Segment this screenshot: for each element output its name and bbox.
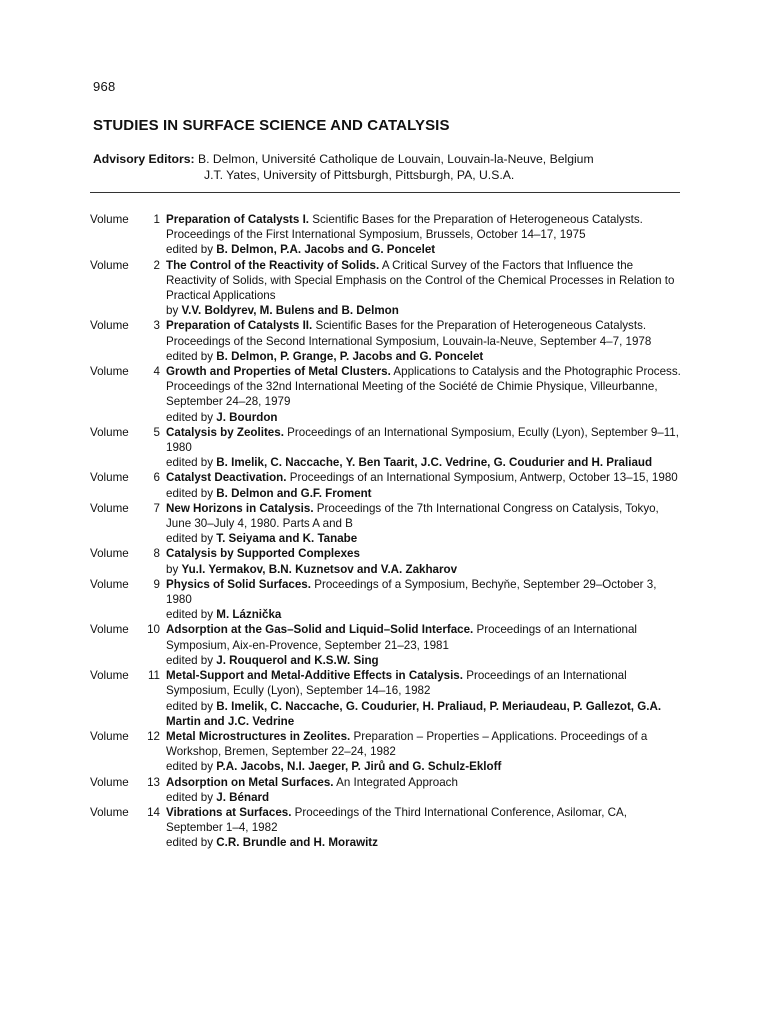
- editors-prefix: edited by: [166, 486, 214, 500]
- volume-word: Volume: [90, 425, 129, 439]
- volume-num: 12: [147, 729, 160, 743]
- volume-description: Proceedings of an International Symposium, Ecully (Lyon), September 14–16, 1982: [166, 669, 627, 698]
- volume-entry: [90, 546, 682, 576]
- editor-names: T. Seiyama and K. Tanabe: [216, 532, 358, 546]
- volume-title: The Control of the Reactivity of Solids.: [166, 258, 380, 272]
- volume-description: Scientific Bases for the Preparation of Heterogeneous Catalysts. Proceedings of the Second International Symposium, Louvain-la-Neuve, September 4–7, 1978: [166, 319, 652, 348]
- volume-word: Volume: [90, 471, 129, 485]
- volume-num: 14: [147, 805, 160, 819]
- volume-description: Scientific Bases for the Preparation of Heterogeneous Catalysts. Proceedings of the First International Symposium, Brussels, October 14–17, 1975: [166, 213, 643, 242]
- volume-num: 3: [153, 319, 160, 333]
- advisory-line-1: [93, 151, 594, 167]
- volume-editors: [166, 486, 682, 501]
- page-number: 968: [93, 79, 116, 94]
- volume-entry: [90, 501, 682, 547]
- volume-number: [90, 364, 160, 379]
- editors-prefix: by: [166, 562, 179, 576]
- volume-number: [90, 212, 160, 227]
- volume-number: [90, 775, 160, 790]
- editor-names: B. Delmon, P.A. Jacobs and G. Poncelet: [216, 243, 436, 257]
- editors-prefix: edited by: [166, 790, 214, 804]
- volume-number: [90, 318, 160, 333]
- volume-description: Preparation – Properties – Applications. Proceedings of a Workshop, Bremen, September 22–24, 1982: [166, 729, 648, 759]
- divider-rule: [90, 192, 680, 193]
- advisory-editors: [93, 151, 594, 183]
- editor-names: V.V. Boldyrev, M. Bulens and B. Delmon: [181, 304, 399, 318]
- editor-names: Yu.I. Yermakov, B.N. Kuznetsov and V.A. Zakharov: [181, 562, 458, 576]
- volume-num: 7: [153, 501, 160, 515]
- volume-editors: [166, 303, 682, 318]
- volume-editors: [166, 349, 682, 364]
- volume-entry: [90, 729, 682, 775]
- volume-description: Proceedings of the Third International Conference, Asilomar, CA, September 1–4, 1982: [166, 805, 627, 835]
- advisory-label: Advisory Editors:: [93, 152, 195, 166]
- volume-entry: [90, 364, 682, 425]
- volume-description: Applications to Catalysis and the Photographic Process. Proceedings of the 32nd International Meeting of the Société de Chimie Physique, Villeurbanne, September 24–28, 1979: [166, 365, 681, 409]
- volume-title: Preparation of Catalysts I.: [166, 213, 310, 226]
- volume-word: Volume: [90, 501, 129, 515]
- editor-names: J. Bénard: [216, 790, 270, 804]
- volume-description: A Critical Survey of the Factors that Influence the Reactivity of Solids, with Special Emphasis on the Control of the Chemical Processes in Relation to Practical Applications: [166, 258, 675, 303]
- editor-names: B. Delmon, P. Grange, P. Jacobs and G. Poncelet: [216, 349, 484, 363]
- editor-names: B. Delmon and G.F. Froment: [216, 486, 372, 500]
- volume-word: Volume: [90, 213, 129, 226]
- volume-editors: [166, 562, 682, 577]
- volume-list: [90, 212, 682, 851]
- volume-title: Preparation of Catalysts II.: [166, 319, 313, 333]
- volume-editors: [166, 410, 682, 425]
- volume-description: Proceedings of an International Symposium, Antwerp, October 13–15, 1980: [289, 471, 678, 485]
- volume-editors: [166, 455, 682, 470]
- volume-title: New Horizons in Catalysis.: [166, 501, 314, 515]
- editors-prefix: edited by: [166, 760, 214, 774]
- volume-editors: [166, 759, 682, 774]
- volume-description: An Integrated Approach: [336, 775, 458, 789]
- volume-entry: [90, 318, 682, 364]
- volume-entry: [90, 577, 682, 623]
- editor-names: C.R. Brundle and H. Morawitz: [216, 836, 378, 850]
- volume-title: Catalysis by Zeolites.: [166, 425, 284, 439]
- volume-number: [90, 729, 160, 744]
- volume-entry: [90, 212, 682, 258]
- volume-description: Proceedings of a Symposium, Bechyňe, September 29–October 3, 1980: [166, 577, 657, 607]
- volume-title: Growth and Properties of Metal Clusters.: [166, 365, 391, 379]
- volume-editors: [166, 790, 682, 805]
- volume-number: [90, 425, 160, 440]
- volume-number: [90, 805, 160, 820]
- volume-title: Adsorption on Metal Surfaces.: [166, 775, 334, 789]
- volume-title: Catalyst Deactivation.: [166, 471, 287, 485]
- volume-entry: [90, 668, 682, 729]
- volume-title: Catalysis by Supported Complexes: [166, 547, 360, 561]
- volume-editors: [166, 531, 682, 546]
- volume-editors: [166, 607, 682, 622]
- volume-title: Metal Microstructures in Zeolites.: [166, 729, 351, 743]
- volume-word: Volume: [90, 669, 129, 683]
- editors-prefix: edited by: [166, 608, 214, 622]
- volume-description: Proceedings of an International Symposium, Aix-en-Provence, September 21–23, 1981: [166, 623, 638, 652]
- editors-prefix: edited by: [166, 243, 214, 257]
- volume-title: Adsorption at the Gas–Solid and Liquid–Solid Interface.: [166, 623, 474, 637]
- volume-num: 9: [153, 577, 160, 591]
- editors-prefix: edited by: [166, 456, 214, 470]
- volume-word: Volume: [90, 805, 129, 819]
- volume-entry: [90, 258, 682, 319]
- volume-title: Physics of Solid Surfaces.: [166, 577, 311, 591]
- volume-word: Volume: [90, 729, 129, 743]
- volume-num: 13: [147, 775, 160, 789]
- volume-title: Metal-Support and Metal-Additive Effects in Catalysis.: [166, 669, 463, 683]
- volume-number: [90, 470, 160, 485]
- volume-word: Volume: [90, 775, 129, 789]
- editors-prefix: edited by: [166, 699, 214, 713]
- volume-num: 1: [153, 213, 160, 226]
- editors-prefix: edited by: [166, 410, 214, 424]
- volume-editors: [166, 653, 682, 668]
- editor-names: B. Imelik, C. Naccache, G. Coudurier, H. Praliaud, P. Meriaudeau, P. Gallezot, G.A. Martin and J.C. Vedrine: [166, 699, 662, 728]
- editors-prefix: edited by: [166, 653, 214, 667]
- volume-word: Volume: [90, 547, 129, 561]
- volume-editors: [166, 699, 682, 729]
- volume-editors: [166, 242, 682, 257]
- volume-entry: [90, 470, 682, 500]
- editors-prefix: edited by: [166, 349, 214, 363]
- volume-word: Volume: [90, 365, 129, 379]
- volume-editors: [166, 835, 682, 850]
- volume-number: [90, 501, 160, 516]
- volume-number: [90, 622, 160, 637]
- editors-prefix: edited by: [166, 532, 214, 546]
- volume-number: [90, 668, 160, 683]
- volume-num: 10: [147, 623, 160, 637]
- editor-names: J. Rouquerol and K.S.W. Sing: [216, 653, 379, 667]
- advisory-editor-1: B. Delmon, Université Catholique de Louvain, Louvain-la-Neuve, Belgium: [197, 152, 594, 166]
- volume-number: [90, 546, 160, 561]
- volume-num: 6: [153, 471, 160, 485]
- volume-num: 4: [153, 365, 160, 379]
- volume-entry: [90, 775, 682, 805]
- volume-num: 2: [153, 258, 160, 272]
- volume-word: Volume: [90, 623, 129, 637]
- volume-entry: [90, 805, 682, 851]
- editors-prefix: edited by: [166, 836, 214, 850]
- editor-names: P.A. Jacobs, N.I. Jaeger, P. Jirů and G. Schulz-Ekloff: [216, 760, 502, 774]
- volume-word: Volume: [90, 577, 129, 591]
- volume-word: Volume: [90, 319, 129, 333]
- editor-names: B. Imelik, C. Naccache, Y. Ben Taarit, J.C. Vedrine, G. Coudurier and H. Praliaud: [216, 456, 653, 470]
- volume-description: Proceedings of the 7th International Congress on Catalysis, Tokyo, June 30–July 4, 1980. Parts A and B: [166, 501, 659, 531]
- volume-word: Volume: [90, 258, 129, 272]
- volume-num: 8: [153, 547, 160, 561]
- editors-prefix: by: [166, 304, 179, 318]
- volume-num: 11: [147, 669, 160, 683]
- volume-number: [90, 258, 160, 273]
- advisory-editor-2: J.T. Yates, University of Pittsburgh, Pittsburgh, PA, U.S.A.: [204, 168, 515, 182]
- volume-title: Vibrations at Surfaces.: [166, 805, 292, 819]
- volume-num: 5: [153, 425, 160, 439]
- editor-names: M. Láznička: [216, 608, 282, 622]
- volume-entry: [90, 622, 682, 668]
- volume-description: Proceedings of an International Symposium, Ecully (Lyon), September 9–11, 1980: [166, 425, 679, 455]
- volume-number: [90, 577, 160, 592]
- volume-entry: [90, 425, 682, 471]
- series-title: STUDIES IN SURFACE SCIENCE AND CATALYSIS: [93, 117, 450, 134]
- editor-names: J. Bourdon: [216, 410, 278, 424]
